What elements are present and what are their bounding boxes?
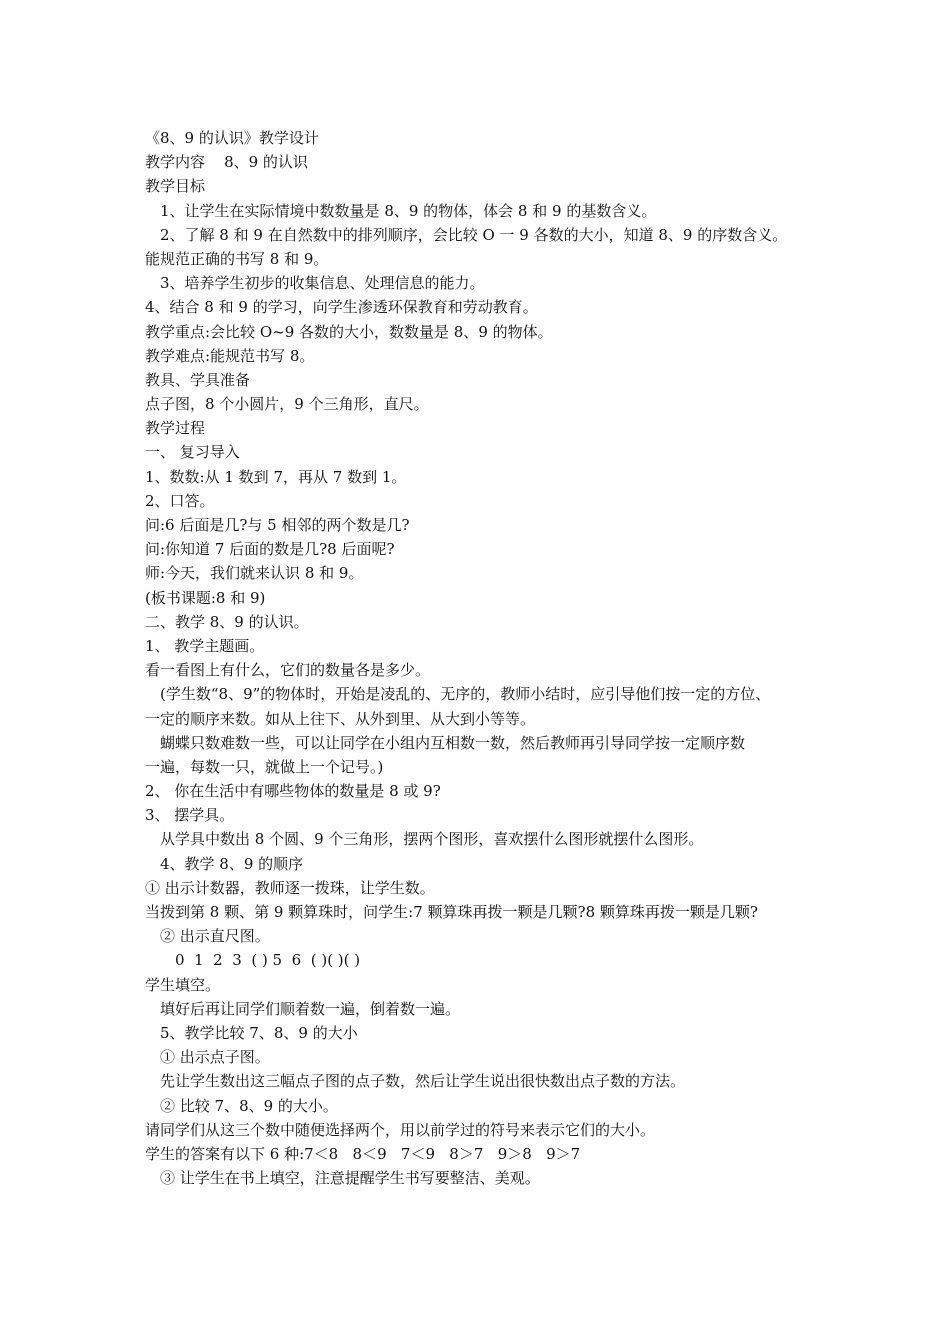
text-line: 4、结合 8 和 9 的学习，向学生渗透环保教育和劳动教育。: [145, 298, 538, 317]
text-line: 教学难点:能规范书写 8。: [145, 346, 315, 365]
text-line: (学生数“8、9”的物体时，开始是凌乱的、无序的，教师小结时，应引导他们按一定的方位、: [160, 685, 771, 704]
text-line: (板书课题:8 和 9): [145, 588, 266, 607]
text-line: 学生的答案有以下 6 种:7＜8 8＜9 7＜9 8＞7 9＞8 9＞7: [145, 1144, 581, 1163]
text-line: 1、 教学主题画。: [145, 636, 265, 655]
text-line: 一、 复习导入: [145, 443, 240, 462]
text-line: 4、教学 8、9 的顺序: [160, 854, 304, 873]
text-line: 学生填空。: [145, 975, 221, 994]
text-line: 问:6 后面是几?与 5 相邻的两个数是几?: [145, 516, 410, 534]
text-line: 问:你知道 7 后面的数是几?8 后面呢?: [145, 540, 395, 559]
text-line: ① 出示点子图。: [160, 1048, 270, 1067]
text-line: 从学具中数出 8 个圆、9 个三角形，摆两个图形，喜欢摆什么图形就摆什么图形。: [160, 830, 704, 849]
text-line: ③ 让学生在书上填空，注意提醒学生书写要整洁、美观。: [160, 1169, 540, 1188]
text-line: 教学内容 8、9 的认识: [145, 153, 308, 172]
text-line: 师:今天，我们就来认识 8 和 9。: [145, 564, 364, 583]
text-line: 一定的顺序来数。如从上往下、从外到里、从大到小等等。: [145, 709, 536, 728]
text-line: 1、数数:从 1 数到 7，再从 7 数到 1。: [145, 467, 407, 486]
text-line: ② 比较 7、8、9 的大小。: [160, 1096, 338, 1115]
text-line: 一遍，每数一只，就做上一个记号。): [145, 757, 384, 776]
text-line: 2、口答。: [145, 491, 215, 510]
text-line: 5、教学比较 7、8、9 的大小: [160, 1023, 358, 1042]
text-line: 看一看图上有什么，它们的数量各是多少。: [145, 661, 431, 680]
text-line: 2、 你在生活中有哪些物体的数量是 8 或 9?: [145, 782, 441, 801]
document-body: [145, 126, 825, 1190]
text-line: 1、让学生在实际情境中数数量是 8、9 的物体，体会 8 和 9 的基数含义。: [160, 201, 657, 220]
text-line: 3、 摆学具。: [145, 806, 235, 825]
text-line: 教学目标: [145, 177, 206, 196]
text-line: 先让学生数出这三幅点子图的点子数，然后让学生说出很快数出点子数的方法。: [160, 1072, 686, 1091]
text-line: 当拨到第 8 颗、第 9 颗算珠时，问学生:7 颗算珠再拨一颗是几颗?8 颗算珠再拨一颗是几颗?: [145, 903, 758, 921]
text-line: 能规范正确的书写 8 和 9。: [145, 249, 329, 268]
text-line: 《8、9 的认识》教学设计: [145, 129, 319, 147]
text-line: 2、了解 8 和 9 在自然数中的排列顺序，会比较 O 一 9 各数的大小，知道 8、9 的序数含义。: [160, 225, 788, 244]
text-line: 教学重点:会比较 O~9 各数的大小，数数量是 8、9 的物体。: [145, 322, 553, 341]
text-line: 教具、学具准备: [145, 370, 251, 389]
text-line: 蝴蝶只数难数一些，可以让同学在小组内互相数一数，然后教师再引导同学按一定顺序数: [160, 733, 746, 752]
text-line: 教学过程: [145, 419, 206, 438]
text-line: 请同学们从这三个数中随便选择两个，用以前学过的符号来表示它们的大小。: [145, 1120, 656, 1139]
text-line: 0 1 2 3 ( ) 5 6 ( )( )( ): [175, 951, 361, 970]
text-line: 3、培养学生初步的收集信息、处理信息的能力。: [160, 274, 485, 293]
text-line: 二、教学 8、9 的认识。: [145, 612, 309, 631]
text-line: ② 出示直尺图。: [160, 927, 270, 946]
text-line: ① 出示计数器，教师逐一拨珠，让学生数。: [145, 878, 435, 897]
text-line: 点子图，8 个小圆片，9 个三角形，直尺。: [145, 395, 429, 414]
text-line: 填好后再让同学们顺着数一遍，倒着数一遍。: [160, 999, 461, 1018]
